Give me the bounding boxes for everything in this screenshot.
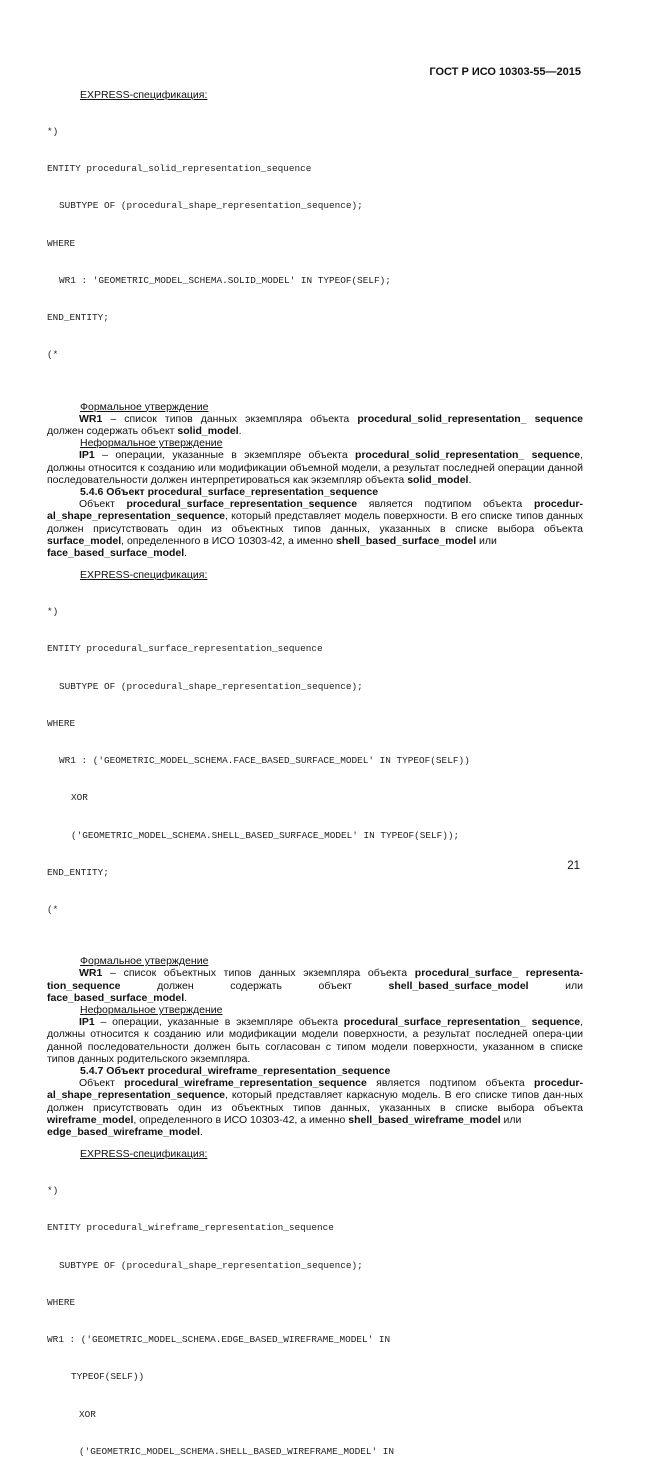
formal-rule-title: Формальное утверждение xyxy=(80,955,209,968)
express-code-block xyxy=(47,581,583,941)
paragraph: al_shape_representation_sequence, который представляет модель поверхности. В его списке типов данных должен присутствовать один из объектных типов данных, указанных в списке выбора объекта surface_model, определенного в ИСО 10303-42, а именно shell_based_surface_model или face_based_surface_model. xyxy=(47,510,583,559)
code-line: ENTITY procedural_solid_representation_sequence xyxy=(47,163,312,175)
formal-rule-text: WR1 – список типов данных экземпляра объекта procedural_solid_representation_ sequence xyxy=(79,412,584,425)
code-line: XOR xyxy=(71,792,88,804)
express-code-block xyxy=(47,101,583,386)
code-line: WR1 : ('GEOMETRIC_MODEL_SCHEMA.EDGE_BASED_WIREFRAME_MODEL' IN xyxy=(47,1334,391,1346)
code-line: *) xyxy=(47,606,59,618)
section-heading-5-4-7: 5.4.7 Объект procedural_wireframe_representation_sequence xyxy=(80,1065,391,1077)
formal-rule-text-end: face_based_surface_model. xyxy=(47,991,188,1004)
express-spec-label: EXPRESS-спецификация: xyxy=(80,569,208,582)
code-line: ENTITY procedural_wireframe_representation_sequence xyxy=(47,1222,334,1234)
code-line: SUBTYPE OF (procedural_shape_representation_sequence); xyxy=(59,200,363,212)
informal-rule-text: IP1 – операции, указанные в экземпляре объекта procedural_surface_representation_ sequence, xyxy=(79,1016,583,1029)
formal-rule-title: Формальное утверждение xyxy=(80,400,209,413)
express-spec-label: EXPRESS-спецификация: xyxy=(80,89,208,101)
code-line: END_ENTITY; xyxy=(47,866,109,878)
code-line: END_ENTITY; xyxy=(47,312,109,324)
informal-rule-title: Неформальное утверждение xyxy=(80,1003,223,1016)
code-line: XOR xyxy=(79,1408,96,1420)
informal-rule-text-cont: должны относится к созданию или модификации объемной модели, а результат последней операции данной последовательности должен интерпретироваться как экземпляр объекта solid_model. xyxy=(47,461,583,486)
paragraph-line: Объект procedural_wireframe_representation_sequence является подтипом объекта procedur- xyxy=(79,1077,583,1090)
express-spec-label: EXPRESS-спецификация: xyxy=(80,1148,208,1161)
section-heading-5-4-6: 5.4.6 Объект procedural_surface_representation_sequence xyxy=(80,485,379,498)
code-line: WHERE xyxy=(47,717,76,729)
code-line: *) xyxy=(47,126,59,138)
code-line: (* xyxy=(47,349,59,361)
code-line: ('GEOMETRIC_MODEL_SCHEMA.SHELL_BASED_SURFACE_MODEL' IN TYPEOF(SELF)); xyxy=(71,829,460,841)
code-line: SUBTYPE OF (procedural_shape_representation_sequence); xyxy=(59,680,363,692)
paragraph-line: Объект procedural_surface_representation_sequence является подтипом объекта procedur- xyxy=(79,498,583,511)
code-line: ('GEOMETRIC_MODEL_SCHEMA.SHELL_BASED_WIREFRAME_MODEL' IN xyxy=(79,1445,395,1457)
formal-rule-text-cont: tion_sequence должен содержать объект shell_based_surface_model или xyxy=(47,979,584,992)
express-code-block xyxy=(47,1160,583,1483)
code-line: WR1 : ('GEOMETRIC_MODEL_SCHEMA.FACE_BASED_SURFACE_MODEL' IN TYPEOF(SELF)) xyxy=(59,755,470,767)
page-content xyxy=(47,89,583,1483)
informal-rule-text-cont: должны относится к созданию или модификации модели поверхности, а результат последней опера-ции данной последовательности должен быть согласован с типом модели поверхности, указанном в списке типов данных родительского экземпляра. xyxy=(47,1028,583,1065)
document-header: ГОСТ Р ИСО 10303-55—2015 xyxy=(429,66,581,78)
code-line: WHERE xyxy=(47,237,76,249)
code-line: WHERE xyxy=(47,1296,76,1308)
page-number: 21 xyxy=(567,860,580,872)
informal-rule-text: IP1 – операции, указанные в экземпляре объекта procedural_solid_representation_ sequence, xyxy=(79,449,583,462)
code-line: ENTITY procedural_surface_representation_sequence xyxy=(47,643,323,655)
code-line: SUBTYPE OF (procedural_shape_representation_sequence); xyxy=(59,1259,363,1271)
code-line: (* xyxy=(47,903,59,915)
informal-rule-title: Неформальное утверждение xyxy=(80,437,223,450)
formal-rule-text-cont: должен содержать объект solid_model. xyxy=(47,424,242,437)
code-line: TYPEOF(SELF)) xyxy=(71,1371,145,1383)
code-line: *) xyxy=(47,1185,59,1197)
paragraph: al_shape_representation_sequence, который представляет каркасную модель. В его списке типов дан-ных должен присутствовать один из объектных типов данных, указанных в списке выбора объекта wireframe_model, определенного в ИСО 10303-42, а именно shell_based_wireframe_model или edge_based_wireframe_model. xyxy=(47,1089,583,1139)
code-line: WR1 : 'GEOMETRIC_MODEL_SCHEMA.SOLID_MODEL' IN TYPEOF(SELF); xyxy=(59,274,391,286)
formal-rule-text: WR1 – список объектных типов данных экземпляра объекта procedural_surface_ representa- xyxy=(79,967,583,980)
